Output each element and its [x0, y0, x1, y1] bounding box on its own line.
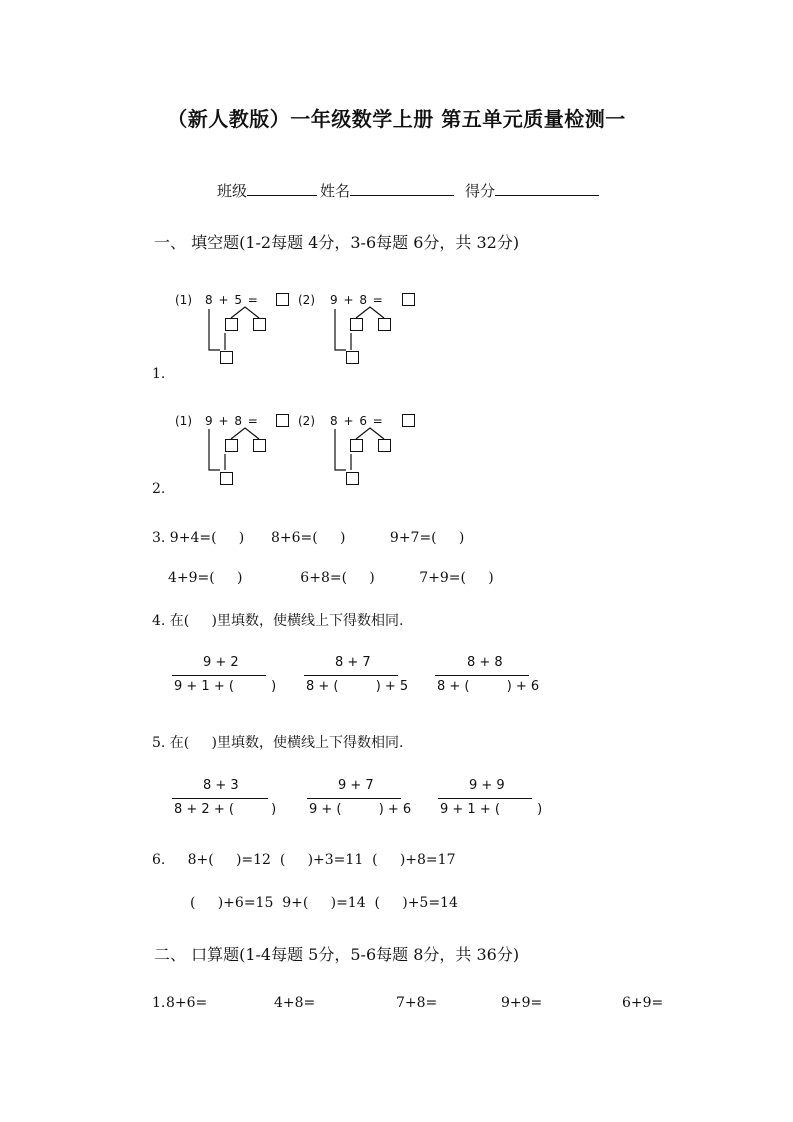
q2a-bracket-line [209, 429, 220, 470]
s2-q1-item-4: 9+9= [501, 995, 543, 1011]
q1a-expression: 8 + 5 = [205, 293, 259, 307]
q1b-split-box-2[interactable] [378, 318, 391, 331]
s2-q1-item-1: 8+6= [166, 995, 208, 1011]
q5-text: 5. 在( )里填数，使横线上下得数相同. [152, 735, 404, 751]
q1b-answer-box[interactable] [402, 293, 415, 306]
section1-heading: 一、 填空题(1-2每题 4分，3-6每题 6分，共 32分) [154, 233, 520, 252]
q4-fraction-1-denominator[interactable]: 9 + 1 + ( ) [174, 679, 277, 694]
q1b-sum-box[interactable] [346, 351, 359, 364]
q1a-split-box-1[interactable] [225, 318, 238, 331]
q6-line-1: 6. 8+( )=12 ( )+3=11 ( )+8=17 [152, 852, 456, 868]
q2a-split-box-2[interactable] [253, 439, 266, 452]
q1b-label: (2) [298, 293, 315, 307]
q5-fraction-1-denominator[interactable]: 8 + 2 + ( ) [174, 802, 277, 817]
q3-line-2: 4+9=( ) 6+8=( ) 7+9=( ) [168, 570, 494, 586]
q4-fraction-2-line [304, 675, 398, 676]
diagram-lines [0, 0, 793, 520]
class-label: 班级 [217, 182, 248, 200]
q1a-split-line [231, 307, 259, 318]
q2a-label: (1) [175, 414, 192, 428]
s2-q1-item-2: 4+8= [274, 995, 316, 1011]
q1b-split-box-1[interactable] [350, 318, 363, 331]
q2a-expression: 9 + 8 = [205, 414, 259, 428]
q5-fraction-1-numerator: 8 + 3 [203, 778, 239, 793]
q1b-expression: 9 + 8 = [330, 293, 384, 307]
q4-fraction-1-numerator: 9 + 2 [203, 655, 239, 670]
q1a-label: (1) [175, 293, 192, 307]
q5-fraction-3-numerator: 9 + 9 [469, 778, 505, 793]
q1b-split-line [356, 307, 384, 318]
q6-line-2: ( )+6=15 9+( )=14 ( )+5=14 [190, 895, 458, 911]
q4-fraction-1-line [172, 675, 266, 676]
q2a-split-line [231, 428, 259, 439]
q5-fraction-3-denominator[interactable]: 9 + 1 + ( ) [440, 802, 543, 817]
q2a-split-box-1[interactable] [225, 439, 238, 452]
q1-number: 1. [152, 366, 166, 382]
q2b-split-box-1[interactable] [350, 439, 363, 452]
q2b-split-box-2[interactable] [378, 439, 391, 452]
q2-number: 2. [152, 481, 166, 497]
q2b-label: (2) [298, 414, 315, 428]
q4-fraction-3-line [435, 675, 529, 676]
s2-q1-item-5: 6+9= [622, 995, 664, 1011]
q3-line-1: 3. 9+4=( ) 8+6=( ) 9+7=( ) [152, 530, 465, 546]
q2a-answer-box[interactable] [276, 414, 289, 427]
q1a-answer-box[interactable] [276, 293, 289, 306]
page-title: （新人教版）一年级数学上册 第五单元质量检测一 [167, 107, 626, 131]
q4-text: 4. 在( )里填数，使横线上下得数相同. [152, 613, 404, 629]
q2b-expression: 8 + 6 = [330, 414, 384, 428]
q5-fraction-2-denominator[interactable]: 9 + ( ) + 6 [309, 802, 412, 817]
section2-heading: 二、 口算题(1-4每题 5分，5-6每题 8分，共 36分) [154, 945, 520, 964]
q2b-sum-box[interactable] [346, 472, 359, 485]
q5-fraction-3-line [438, 798, 532, 799]
s2-q1-item-3: 7+8= [396, 995, 438, 1011]
q5-fraction-2-line [307, 798, 401, 799]
q4-fraction-3-denominator[interactable]: 8 + ( ) + 6 [437, 679, 540, 694]
q4-fraction-2-denominator[interactable]: 8 + ( ) + 5 [306, 679, 409, 694]
q4-fraction-2-numerator: 8 + 7 [335, 655, 371, 670]
name-label: 姓名 [320, 182, 351, 200]
q2b-bracket-line [335, 429, 346, 470]
q1a-bracket-line [209, 309, 220, 350]
q5-fraction-2-numerator: 9 + 7 [338, 778, 374, 793]
q2b-answer-box[interactable] [402, 414, 415, 427]
q1b-bracket-line [335, 309, 346, 350]
q2a-sum-box[interactable] [220, 472, 233, 485]
q5-fraction-1-line [172, 798, 268, 799]
score-label: 得分 [465, 182, 496, 200]
q2b-split-line [356, 428, 384, 439]
q4-fraction-3-numerator: 8 + 8 [467, 655, 503, 670]
q1a-split-box-2[interactable] [253, 318, 266, 331]
s2-q1-number: 1. [152, 995, 166, 1011]
q1a-sum-box[interactable] [220, 351, 233, 364]
